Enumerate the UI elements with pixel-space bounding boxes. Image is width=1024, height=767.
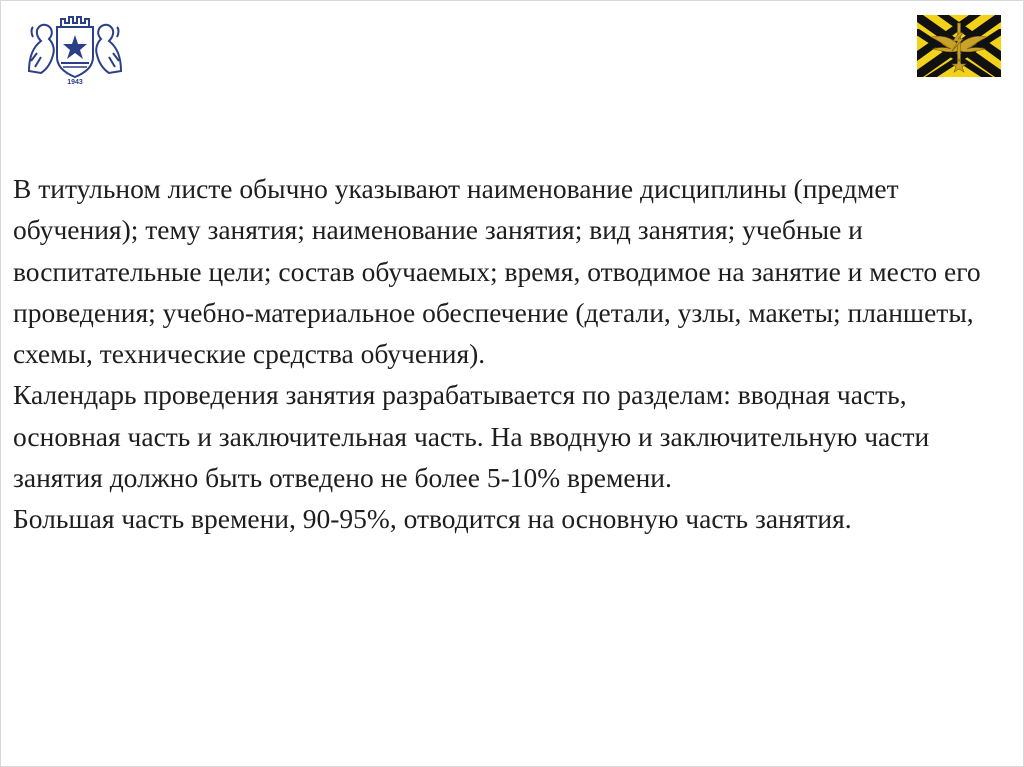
paragraph-main-part: Большая часть времени, 90-95%, отводится на основную часть занятия. bbox=[13, 503, 852, 535]
paragraph-title-page: В титульном листе обычно указывают наименование дисциплины (предмет обучения); тему занятия; наименование занятия; вид занятия; учебные и воспитательные цели; состав обучаемых; время, отводимое на занятие и место его проведения; учебно-материальное обеспечение (детали, узлы, макеты; планшеты, схемы, технические средства обучения). bbox=[13, 173, 981, 370]
logo-year: 1943 bbox=[67, 79, 83, 85]
paragraph-calendar: Календарь проведения занятия разрабатывается по разделам: вводная часть, основная часть и заключительная часть. На вводную и заключительную части занятия должно быть отведено не более 5-10% времени. bbox=[13, 379, 930, 494]
university-emblem-icon bbox=[23, 13, 127, 85]
military-signal-emblem-icon bbox=[917, 15, 1001, 77]
body-text bbox=[13, 168, 1013, 540]
